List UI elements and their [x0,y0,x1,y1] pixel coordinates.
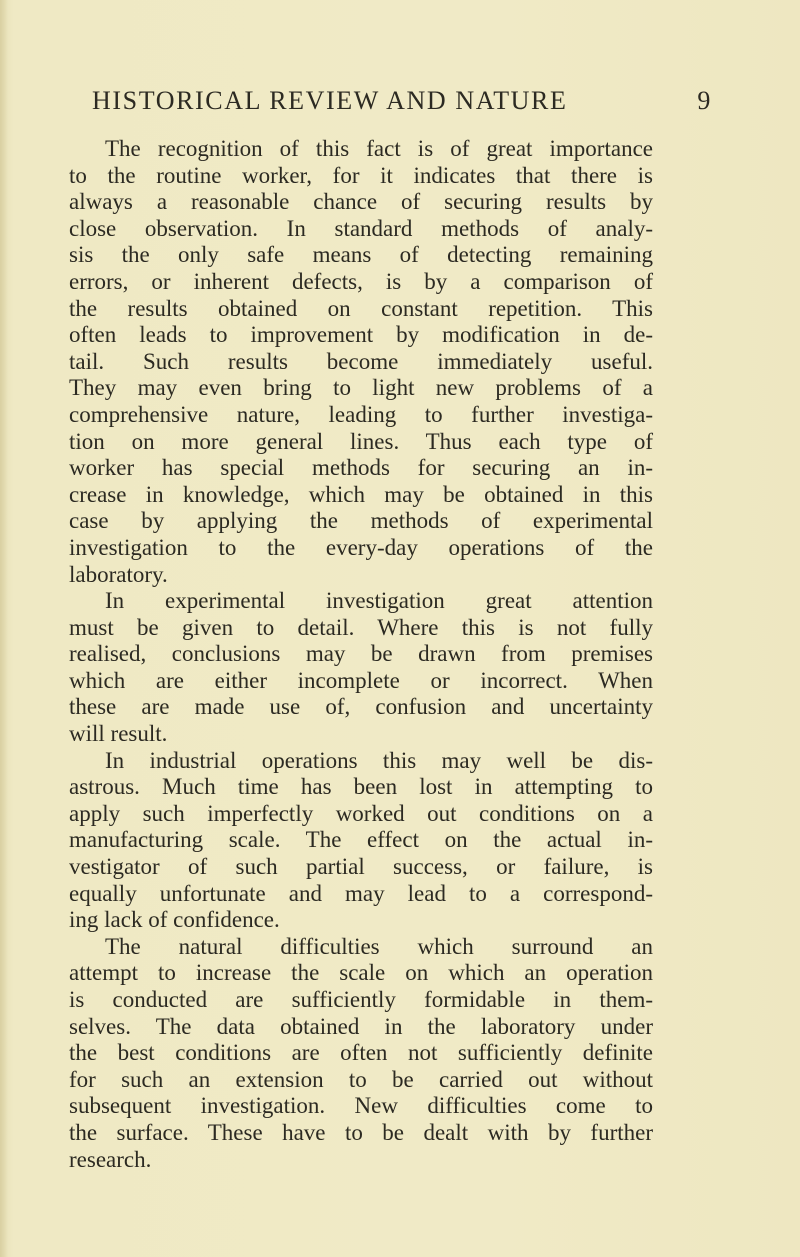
text-line: which are either incomplete or incorrect. When [69,667,653,693]
text-line: close observation. In standard methods of analy- [69,215,653,241]
running-head [92,86,712,122]
text-line: comprehensive nature, leading to further investiga- [69,401,653,427]
text-line: to the routine worker, for it indicates that there is [69,162,653,188]
text-line: often leads to improvement by modification in de- [69,322,653,348]
text-line: the results obtained on constant repetition. This [69,295,653,321]
text-line: In industrial operations this may well be dis- [105,747,653,773]
text-line: will result. [69,721,168,747]
text-line: realised, conclusions may be drawn from premises [69,641,653,667]
text-line: worker has special methods for securing an in- [69,455,653,481]
spine-shadow [0,0,8,1257]
text-line: manufacturing scale. The effect on the actual in- [69,827,653,853]
text-line: investigation to the every-day operations of the [69,534,653,560]
text-line: for such an extension to be carried out without [69,1066,653,1092]
text-line: attempt to increase the scale on which an operation [69,960,653,986]
text-line: sis the only safe means of detecting remaining [69,242,653,268]
text-line: ing lack of confidence. [69,907,280,933]
text-line: these are made use of, confusion and uncertainty [69,694,653,720]
text-line: The recognition of this fact is of great importance [105,136,653,161]
text-line: must be given to detail. Where this is not fully [69,614,653,640]
running-head-title: HISTORICAL REVIEW AND NATURE [92,86,568,115]
text-line: always a reasonable chance of securing results by [69,189,653,215]
body-text [69,136,653,1173]
text-line: laboratory. [69,561,168,587]
page-number: 9 [697,86,712,115]
text-line: is conducted are sufficiently formidable in them- [69,987,653,1012]
text-line: equally unfortunate and may lead to a correspond- [69,880,653,906]
text-line: selves. The data obtained in the laboratory under [69,1013,653,1039]
text-line: case by applying the methods of experimental [69,508,653,534]
text-line: vestigator of such partial success, or failure, is [69,854,653,880]
text-line: tail. Such results become immediately useful. [69,348,653,374]
text-line: the surface. These have to be dealt with by further [69,1119,653,1145]
text-line: astrous. Much time has been lost in attempting to [69,774,653,800]
text-line: tion on more general lines. Thus each type of [69,428,653,454]
text-line: They may even bring to light new problems of a [69,375,653,401]
text-line: the best conditions are often not sufficiently definite [69,1040,653,1066]
text-line: In experimental investigation great attention [105,588,653,614]
text-line: The natural difficulties which surround an [105,933,653,959]
text-line: apply such imperfectly worked out conditions on a [69,800,653,826]
text-line: crease in knowledge, which may be obtained in this [69,481,653,507]
text-line: errors, or inherent defects, is by a comparison of [69,268,653,294]
text-line: research. [69,1146,152,1172]
text-line: subsequent investigation. New difficulties come to [69,1093,653,1119]
